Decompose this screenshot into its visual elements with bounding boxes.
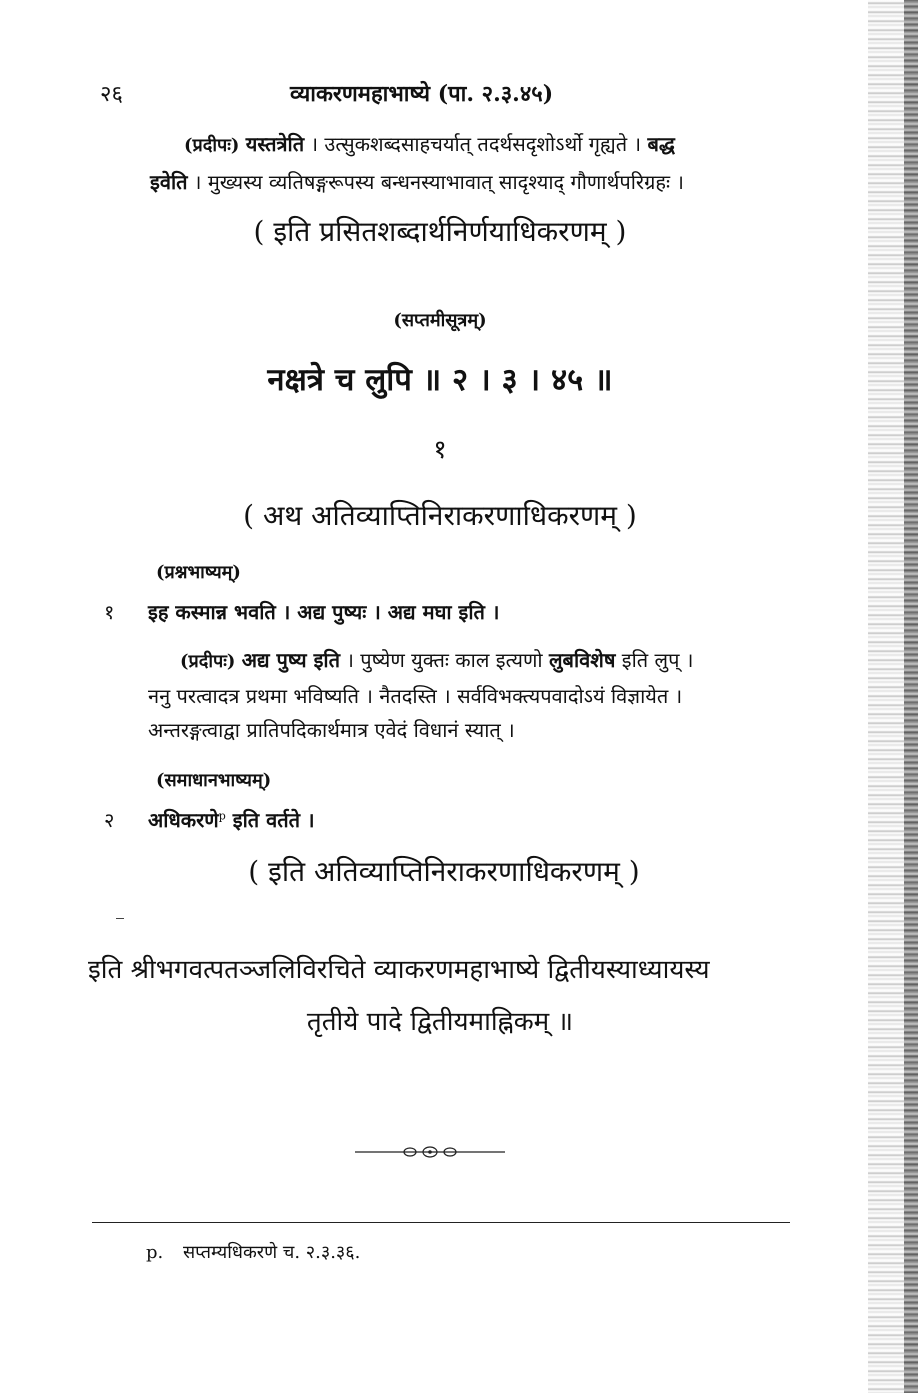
samadhana-text-line: [148, 806, 315, 833]
samadhana-keyword: अधिकरणे: [148, 808, 219, 832]
footnote-rule: [92, 1222, 790, 1223]
running-title: व्याकरणमहाभाष्ये (पा. २.३.४५): [290, 81, 554, 107]
pradipa-1-line-2: [150, 168, 684, 195]
footnote-text: सप्तम्यधिकरणे च. २.३.३६.: [182, 1242, 361, 1263]
pradipa-label: (प्रदीपः): [180, 651, 236, 672]
pradipa-keyword: इवेति: [150, 170, 188, 194]
section-open-heading: ( अथ अतिव्याप्तिनिराकरणाधिकरणम् ): [243, 499, 637, 532]
prashna-text: इह कस्मान्न भवति । अद्य पुष्यः । अद्य मघा इति ।: [148, 600, 500, 624]
pradipa-keyword: यस्तत्रेति: [245, 132, 305, 156]
page-header: [100, 78, 800, 106]
prashna-label: (प्रश्नभाष्यम्): [156, 562, 241, 583]
ornament-divider-icon: [355, 1140, 505, 1164]
pradipa-label: (प्रदीपः): [184, 135, 240, 156]
samadhana-text: इति वर्तते ।: [225, 808, 315, 832]
pradipa-keyword: बद्ध: [647, 132, 675, 156]
sutra-label: (सप्तमीसूत्रम्): [393, 310, 487, 331]
stray-mark: [116, 918, 124, 919]
page-number: २६: [100, 82, 123, 107]
pradipa-2-line-3: अन्तरङ्गत्वाद्वा प्रातिपदिकार्थमात्र एवेदं विधानं स्यात् ।: [148, 718, 515, 742]
footnote: [146, 1240, 360, 1264]
samadhana-label: (समाधानभाष्यम्): [156, 770, 272, 791]
prashna-number: १: [104, 600, 115, 624]
colophon-line-1: इति श्रीभगवत्पतञ्जलिविरचिते व्याकरणमहाभाष्ये द्वितीयस्याध्यायस्य: [88, 955, 710, 985]
footnote-marker: p: [218, 809, 226, 823]
section-close-heading-1: ( इति प्रसितशब्दार्थनिर्णयाधिकरणम् ): [253, 215, 627, 248]
pradipa-keyword: लुबविशेष: [548, 648, 616, 672]
pradipa-text: । मुख्यस्य व्यतिषङ्गरूपस्य बन्धनस्याभावात् सादृश्याद् गौणार्थपरिग्रहः ।: [193, 170, 684, 194]
sutra-text: नक्षत्रे च लुपि ॥ २ । ३ । ४५ ॥: [267, 362, 613, 398]
pradipa-text: इति लुप् ।: [615, 648, 694, 672]
samadhana-number: २: [104, 808, 115, 832]
section-number: १: [433, 435, 447, 465]
pradipa-2-line-2: ननु परत्वादत्र प्रथमा भविष्यति । नैतदस्ति । सर्वविभक्त्यपवादोऽयं विज्ञायेत ।: [148, 684, 683, 708]
pradipa-2-line-1: [180, 646, 693, 673]
pradipa-1-line-1: [184, 130, 675, 157]
pradipa-keyword: अद्य पुष्य इति: [241, 648, 340, 672]
pradipa-text: । उत्सुकशब्दसाहचर्यात् तदर्थसदृशोऽर्थो गृह्यते ।: [310, 132, 648, 156]
pradipa-text: । पुष्येण युक्तः काल इत्यणो: [346, 648, 549, 672]
footnote-mark: p.: [146, 1242, 164, 1263]
section-close-heading-2: ( इति अतिव्याप्तिनिराकरणाधिकरणम् ): [248, 855, 640, 888]
page-edge-dark: [904, 0, 918, 1393]
colophon-line-2: तृतीये पादे द्वितीयमाह्निकम् ॥: [306, 1007, 574, 1037]
